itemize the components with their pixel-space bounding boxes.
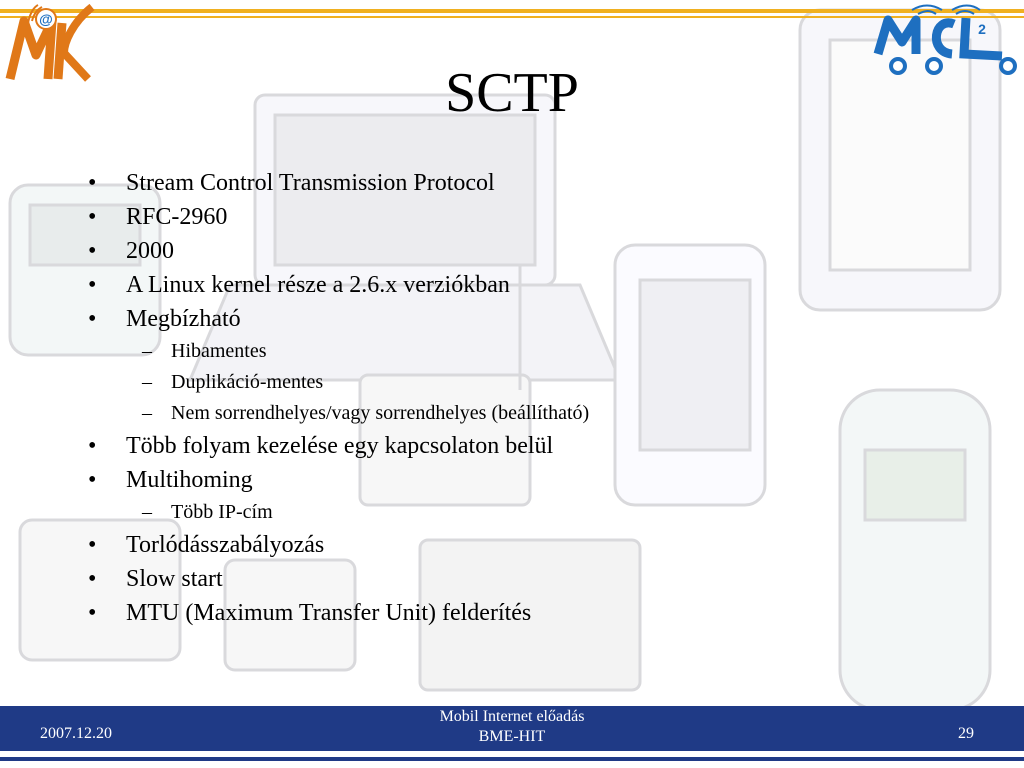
bullet-item (0, 270, 1024, 304)
footer-center (0, 707, 1024, 747)
bullet-text: Slow start (126, 566, 223, 592)
page-number: 29 (958, 725, 974, 742)
bullet-marker: • (88, 600, 97, 626)
bullet-item (0, 465, 1024, 499)
bullet-item (0, 530, 1024, 564)
sub-bullet-text: Duplikáció-mentes (171, 371, 324, 393)
sub-bullet-text: Hibamentes (171, 340, 267, 362)
bullet-item (0, 202, 1024, 236)
bullet-marker: • (88, 532, 97, 558)
bullet-item (0, 168, 1024, 202)
footer-bar (0, 706, 1024, 751)
sub-bullet-text: Több IP-cím (171, 501, 273, 523)
top-accent-line (0, 9, 1024, 13)
sub-bullet-marker: – (142, 371, 152, 393)
bullet-marker: • (88, 306, 97, 332)
sub-bullet-marker: – (142, 402, 152, 424)
bullet-text: MTU (Maximum Transfer Unit) felderítés (126, 600, 532, 626)
sub-bullet-item (0, 369, 1024, 400)
bullet-text: Megbízható (126, 306, 241, 332)
bullet-text: Torlódásszabályozás (126, 532, 325, 558)
bullet-marker: • (88, 272, 97, 298)
bullet-list (0, 168, 1024, 632)
bullet-item (0, 598, 1024, 632)
sub-bullet-item (0, 400, 1024, 431)
bullet-item (0, 236, 1024, 270)
bullet-item (0, 304, 1024, 338)
bullet-marker: • (88, 566, 97, 592)
logo-superscript: 2 (978, 21, 986, 37)
sub-bullet-item (0, 338, 1024, 369)
footer-course-title: Mobil Internet előadás (439, 708, 585, 725)
footer-bottom-line (0, 757, 1024, 761)
logo-at-symbol: @ (39, 11, 53, 27)
sub-bullet-item (0, 499, 1024, 530)
bullet-marker: • (88, 467, 97, 493)
bullet-item (0, 431, 1024, 465)
bullet-marker: • (88, 238, 97, 264)
bullet-marker: • (88, 433, 97, 459)
bullet-text: Multihoming (126, 467, 253, 493)
bullet-text: RFC-2960 (126, 204, 228, 230)
bullet-text: Stream Control Transmission Protocol (126, 170, 495, 196)
bullet-marker: • (88, 204, 97, 230)
slide-title: SCTP (445, 62, 579, 124)
bullet-text: A Linux kernel része a 2.6.x verziókban (126, 272, 510, 298)
footer-date: 2007.12.20 (40, 725, 112, 742)
footer-institution: BME-HIT (478, 728, 546, 745)
bullet-item (0, 564, 1024, 598)
sub-bullet-text: Nem sorrendhelyes/vagy sorrendhelyes (beállítható) (171, 402, 590, 424)
sub-bullet-marker: – (142, 501, 152, 523)
bullet-text: Több folyam kezelése egy kapcsolaton belül (126, 433, 554, 459)
sub-bullet-marker: – (142, 340, 152, 362)
bullet-marker: • (88, 170, 97, 196)
bullet-text: 2000 (126, 238, 174, 264)
top-accent-line-thin (0, 16, 1024, 18)
